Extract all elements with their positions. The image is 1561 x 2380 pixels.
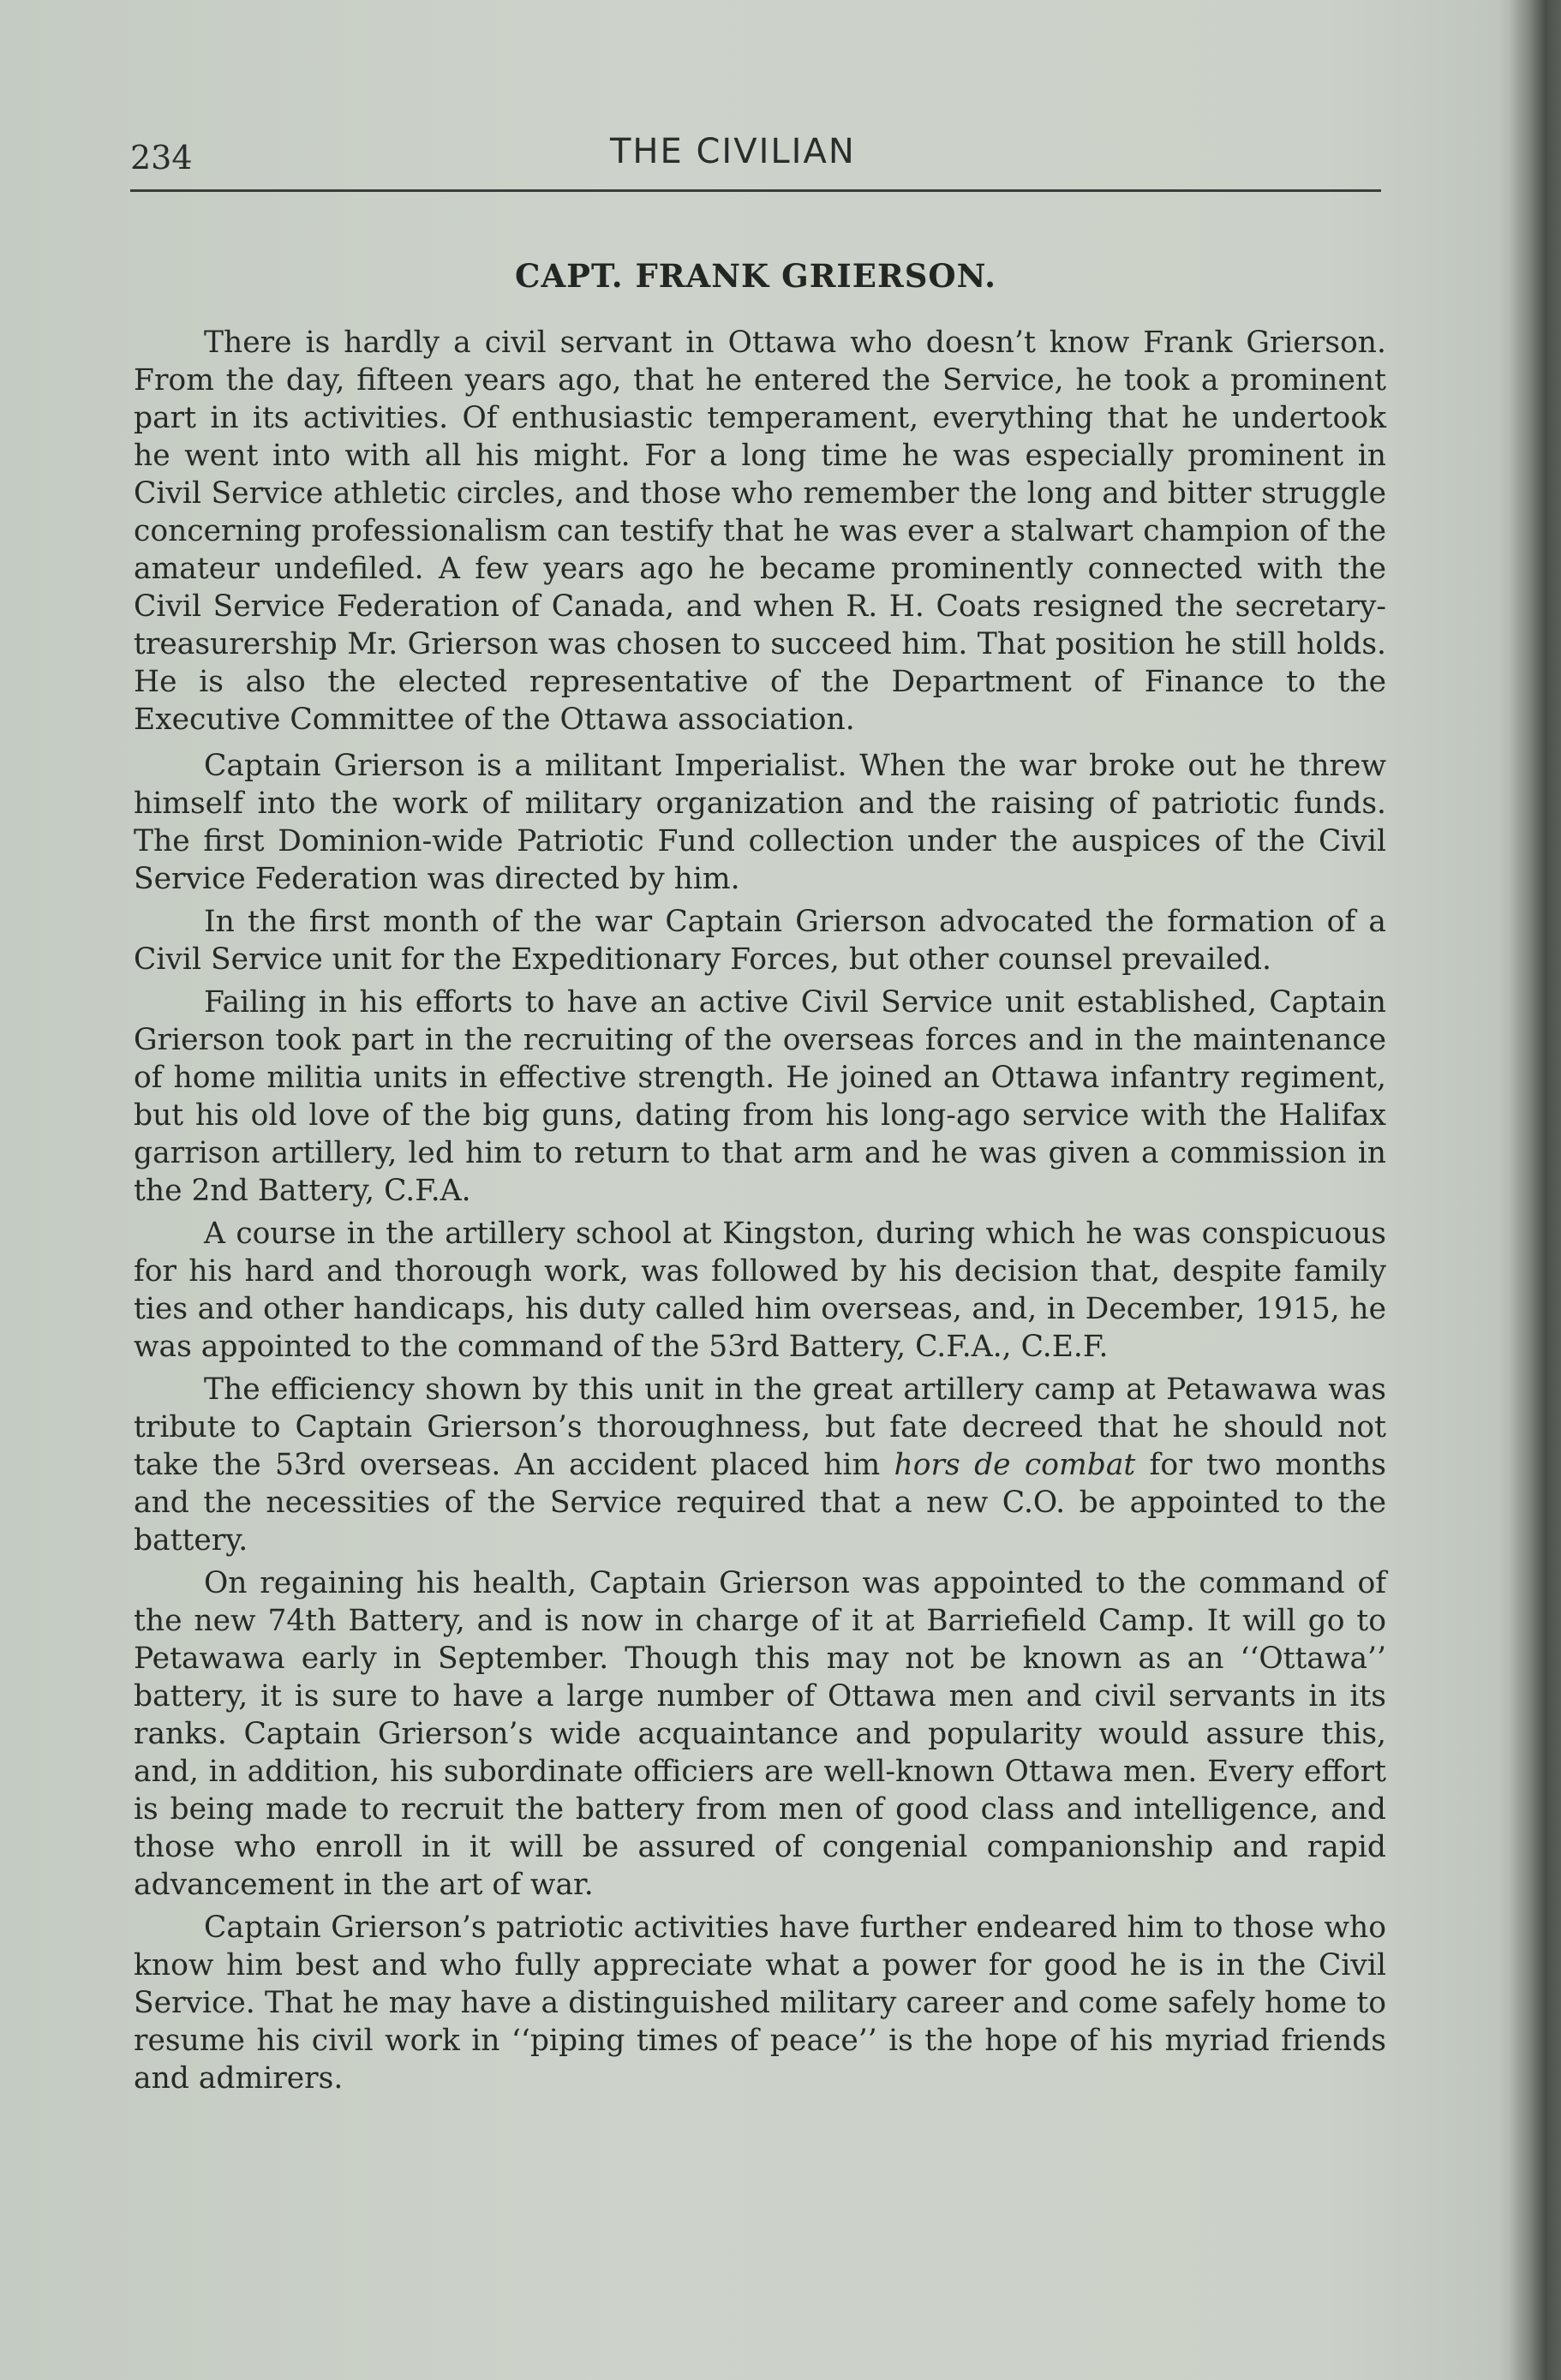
book-spine-shadow <box>1510 0 1561 2380</box>
paragraph-4: Failing in his efforts to have an active Civil Service unit established, Captain Grierson took part in the recruiting of the overseas forces and in the maintenance of home militia units in effective strength. He joined an Ottawa infantry regiment, but his old love of the big guns, dating from his long-ago service with the Halifax garrison artillery, led him to return to that arm and he was given a commission in the 2nd Battery, C.F.A. <box>134 985 1386 1208</box>
paragraph-8: Captain Grierson’s patriotic activities have further endeared him to those who know him best and who fully appreciate what a power for good he is in the Civil Service. That he may have a distinguished military career and come safely home to resume his civil work in ‘‘piping times of peace’’ is the hope of his myriad friends and admirers. <box>134 1911 1386 2096</box>
paragraph-6-text-b: for two months and the necessities of the Service required that a new C.O. be appointed to the battery. <box>134 1448 1386 1558</box>
paragraph-3: In the first month of the war Captain Grierson advocated the formation of a Civil Service unit for the Expeditionary Forces, but other counsel prevailed. <box>134 905 1386 977</box>
paragraph-7: On regaining his health, Captain Grierson was appointed to the command of the new 74th Battery, and is now in charge of it at Barriefield Camp. It will go to Petawawa early in September. Though this may not be known as an ‘‘Ottawa’’ battery, it is sure to have a large number of Ottawa men and civil servants in its ranks. Captain Grierson’s wide acquaintance and popularity would assure this, and, in addition, his subordinate officiers are well-known Ottawa men. Every effort is being made to recruit the battery from men of good class and intelligence, and those who enroll in it will be assured of congenial companionship and rapid advancement in the art of war. <box>134 1566 1386 1902</box>
paragraph-6-italic: hors de combat <box>894 1448 1136 1482</box>
page-header <box>130 127 1381 187</box>
paragraph-2: Captain Grierson is a militant Imperialist. When the war broke out he threw himself into the work of military organization and the raising of patriotic funds. The first Dominion-wide Patriotic Fund collection under the auspices of the Civil Service Federation was directed by him. <box>134 749 1386 896</box>
header-rule <box>130 189 1381 192</box>
paragraph-1: There is hardly a civil servant in Ottawa who doesn’t know Frank Grierson. From the day, fifteen years ago, that he entered the Service, he took a prominent part in its activities. Of enthusiastic temperament, everything that he undertook he went into with all his might. For a long time he was especially prominent in Civil Service athletic circles, and those who remember the long and bitter struggle concerning professionalism can testify that he was ever a stalwart champion of the amateur undefiled. A few years ago he became prominently connected with the Civil Service Federation of Canada, and when R. H. Coats resigned the secretary-treasurership Mr. Grierson was chosen to succeed him. That position he still holds. He is also the elected representative of the Department of Finance to the Executive Committee of the Ottawa association. <box>134 326 1386 737</box>
paragraph-6 <box>134 1371 1386 1559</box>
article-title: CAPT. FRANK GRIERSON. <box>515 257 996 295</box>
article-body <box>134 324 1386 2102</box>
paragraph-6-text-a: The efficiency shown by this unit in the great artillery camp at Petawawa was tribute to Captain Grierson’s thoroughness, but fate decreed that he should not take the 53rd overseas. An accident placed him <box>134 1372 1386 1482</box>
running-title: THE CIVILIAN <box>610 132 856 171</box>
page-number: 234 <box>130 139 193 176</box>
paragraph-5: A course in the artillery school at Kingston, during which he was conspicuous for his hard and thorough work, was followed by his decision that, despite family ties and other handicaps, his duty called him overseas, and, in December, 1915, he was appointed to the command of the 53rd Battery, C.F.A., C.E.F. <box>134 1217 1386 1364</box>
